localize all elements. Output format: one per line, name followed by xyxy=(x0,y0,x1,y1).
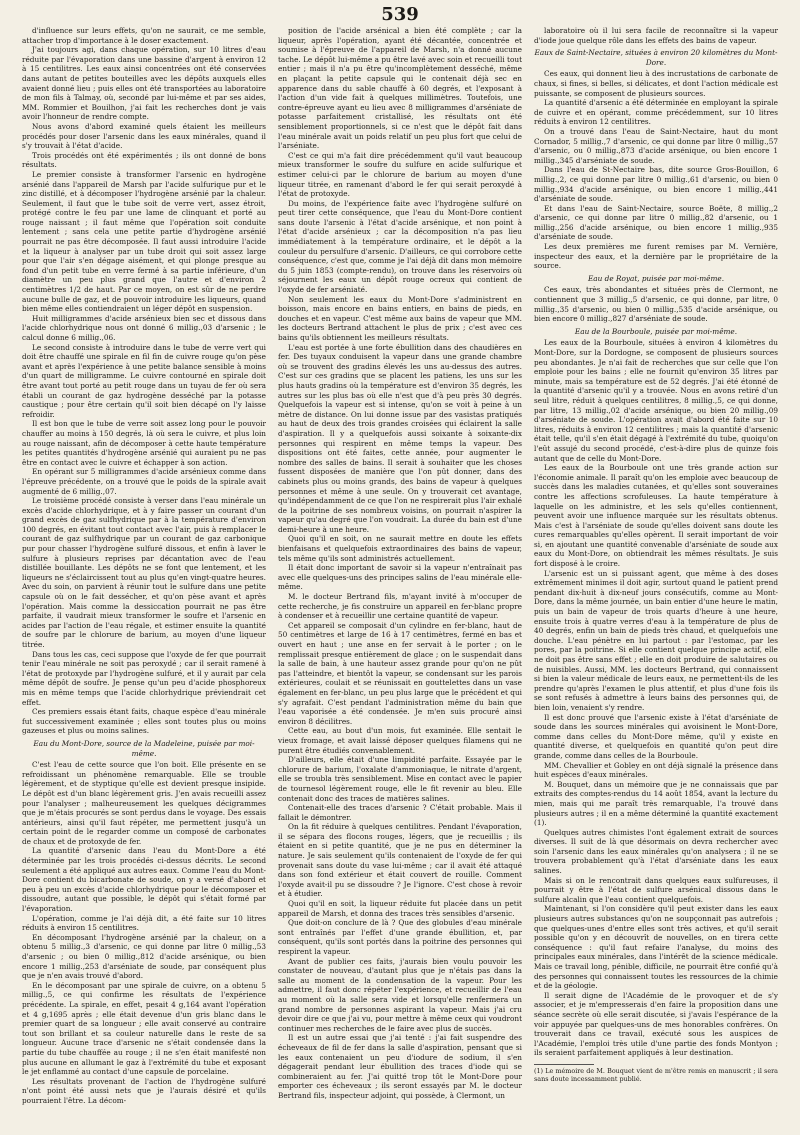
paragraph: M. Bouquet, dans un mémoire que je ne connaissais que par extraits des comptes-rendus du 14 août 1854, avant la lecture du mien, mais qui me paraît très remarquable, l'a trouvé dans plusieurs autres ; il en a même déterminé la quantité exactement (1). xyxy=(534,779,778,828)
section-heading: Eaux de Saint-Nectaire, situées à environ 20 kilomètres du Mont-Dore. xyxy=(534,48,778,67)
paragraph: C'est ce qui m'a fait dire précédemment qu'il vaut beaucoup mieux transformer le soufre du sulfure en acide sulfurique et estimer celui-ci par le chlorure de barium au moyen d'une liqueur titrée, en ramenant d'abord le fer qui serait peroxydé à l'état de protoxyde. xyxy=(278,150,522,199)
paragraph: d'influence sur leurs effets, qu'on ne saurait, ce me semble, attacher trop d'importance à le doser exactement. xyxy=(22,26,266,45)
paragraph: Du moins, de l'expérience faite avec l'hydrogène sulfuré on peut tirer cette conséquence, que l'eau du Mont-Dore contient sans doute l'arsenic à l'état d'acide arsénique, et non point à l'état d'acide arsénieux ; car la décomposition n'a pas lieu immédiatement à la température ordinaire, et le dépôt a la couleur du persulfure d'arsenic. D'ailleurs, ce qui corrobore cette conséquence, c'est que, comme je l'ai déjà dit dans mon mémoire du 5 juin 1853 (compte-rendu), on trouve dans les réservoirs où séjournent les eaux un dépôt rouge ocreux qui contient de l'oxyde de fer arséniaté. xyxy=(278,198,522,295)
paragraph: Les deux premières me furent remises par M. Vernière, inspecteur des eaux, et la dernière par le propriétaire de la source. xyxy=(534,242,778,271)
paragraph: Les résultats provenant de l'action de l'hydrogène sulfuré n'ont point été aussi nets que je l'aurais désiré et qu'ils pourraient l'être. La décom- xyxy=(22,1076,266,1105)
paragraph: Les eaux de la Bourboule, situées à environ 4 kilomètres du Mont-Dore, sur la Dordogne, se composent de plusieurs sources peu abondantes. Je n'ai fait de recherches que sur celle que l'on emploie pour les bains ; elle ne fournit qu'environ 35 litres par minute, mais sa température est de 52 degrés. J'ai été étonné de la quantité d'arsenic qu'il y a trouvée. Nous en avons retiré d'un seul litre, réduit à quelques centilitres, 8 millig.,5, ce qui donne, par litre, 13 millig.,02 d'acide arsénique, ou bien 20 millig.,09 d'arséniate de soude. L'opération avait d'abord été faite sur 10 litres, réduits à environ 12 centilitres ; mais la quantité d'arsenic était telle, qu'il s'en était dégagé à l'extrémité du tube, quoiqu'on l'eût assujé du second procédé, c'est-à-dire plus de quinze fois autant que de celle du Mont-Dore. xyxy=(534,338,778,463)
paragraph: Il serait digne de l'Académie de le provoquer et de s'y associer, et je m'empresserais d'en faire la proposition dans une séance secrète où elle serait discutée, si j'avais l'espérance de la voir appuyée par quelques-uns de mes honorables confrères. On trouverait dans ce travail, exécuté sous les auspices de l'Académie, l'emploi très utile d'une partie des fonds Montyon ; ils seraient parfaitement appliqués à leur destination. xyxy=(534,990,778,1058)
paragraph: Nous avons d'abord examiné quels étaient les meilleurs procédés pour doser l'arsenic dans les eaux minérales, quand il s'y trouvait à l'état d'acide. xyxy=(22,121,266,151)
section-heading: Eau de la Bourboule, puisée par moi-même. xyxy=(574,326,738,336)
paragraph: Mais si on le rencontrait dans quelques eaux sulfureuses, il pourrait y être à l'état de sulfure arsénical dissous dans le sulfure alcalin que l'eau contient quelquefois. xyxy=(534,875,778,904)
paragraph: Non seulement les eaux du Mont-Dore s'administrent en boisson, mais encore en bains entiers, en bains de pieds, en douches et en vapeur. C'est même aux bains de vapeur que MM. les docteurs Bertrand attachent le plus de prix ; c'est avec ces bains qu'ils obtiennent les meilleurs résultats. xyxy=(278,294,522,342)
paragraph: L'eau est portée à une forte ébullition dans des chaudières en fer. Des tuyaux conduisent la vapeur dans une grande chambre où se trouvent des gradins élevés les uns au-dessus des autres. C'est sur ces gradins que se placent les patiens, les uns sur les plus hauts gradins où la température est d'environ 35 degrés, les autres sur les plus bas où elle n'est que d'à peu près 30 degrés. Quelquefois la vapeur est si intense, qu'on se voit à peine à un mètre de distance. On lui donne issue par des vasistas pratiqués au haut de deux des trois grandes croisées qui éclairent la salle d'aspiration. Il y a quelquefois aussi soixante à soixante-dix personnes qui respirent en même temps la vapeur. Des dispositions ont été faites, cette année, pour augmenter le nombre des salles de bains. Il serait à souhaiter que les choses fussent disposées de manière que l'on pût donner, dans des cabinets plus ou moins grands, des bains de vapeur à quelques personnes et même à une seule. On y trouverait cet avantage, qu'indépendamment de ce que l'on ne respirerait plus l'air exhalé de la poitrine de ses nombreux voisins, on pourrait n'aspirer la vapeur qu'au degré que l'on voudrait. La durée du bain est d'une demi-heure à une heure. xyxy=(278,342,522,534)
paragraph: Il est donc prouvé que l'arsenic existe à l'état d'arséniate de soude dans les sources minérales qui avoisinent le Mont-Dore, comme dans celles du Mont-Dore même, qu'il y existe en quantité diverse, et quelquefois en quantité qu'on peut dire grande, comme dans celles de la Bourboule. xyxy=(534,712,778,760)
paragraph: Il est un autre essai que j'ai tenté : j'ai fait suspendre des écheveaux de fil de fer dans la salle d'aspiration, pensant que si les eaux contenaient un peu d'iodure de sodium, il s'en dégagerait pendant leur ébullition des traces d'iode qui se combineraient au fer. J'ai quitté trop tôt le Mont-Dore pour emporter ces écheveaux ; ils seront essayés par M. le docteur Bertrand fils, inspecteur adjoint, qui possède, à Clermont, un xyxy=(278,1033,522,1100)
paragraph: Il était donc important de savoir si la vapeur n'entraînait pas avec elle quelques-uns des principes salins de l'eau minérale elle-même. xyxy=(278,563,522,592)
section-heading: Eau du Mont-Dore, source de la Madeleine, puisée par moi-même. xyxy=(33,738,255,758)
paragraph: Ces eaux, très abondantes et situées près de Clermont, ne contiennent que 3 millig.,5 d'arsenic, ce qui donne, par litre, 0 millig.,35 d'arsenic, ou bien 0 millig.,535 d'acide arsénique, ou bien encore 0 millig.,827 d'arséniate de soude. xyxy=(534,285,778,324)
paragraph: On la fit réduire à quelques centilitres. Pendant l'évaporation, il se sépara des flocons rouges, légers, que je recueillis ; ils étaient en si petite quantité, que je ne pus en déterminer la nature. Je sais seulement qu'ils contenaient de l'oxyde de fer qui provenait sans doute du vase lui-même ; car il avait été attaqué dans son fond extérieur et était couvert de rouille. Comment l'oxyde avait-il pu se dissoudre ? Je l'ignore. C'est chose à revoir et à étudier. xyxy=(278,822,522,899)
paragraph: Avant de publier ces faits, j'aurais bien voulu pouvoir les constater de nouveau, d'autant plus que je n'étais pas dans la salle au moment de la condensation de la vapeur. Pour les admettre, il faut donc répéter l'expérience, et recueillir de l'eau au moment où la salle sera vide et lorsqu'elle renfermera un grand nombre de personnes aspirant la vapeur. Mais j'ai cru devoir dire ce que j'ai vu, pour mettre à même ceux qui voudront continuer mes recherches de le faire avec plus de succès. xyxy=(278,956,522,1033)
paragraph: Le second consiste à introduire dans le tube de verre vert qui doit être chauffé une spirale en fil fin de cuivre rouge qu'on pèse avant et après l'expérience à une petite balance sensible à moins d'un quart de milligramme. Le cuivre contourné en spirale doit être avant tout porté au petit rouge dans un tuyau de fer où sera établi un courant de gaz hydrogène desséché par la potasse caustique ; pour être certain qu'il soit bien décapé on l'y laisse refroidir. xyxy=(22,342,266,419)
column-1 xyxy=(22,26,266,1122)
paragraph: Quelques autres chimistes l'ont également extrait de sources diverses. Il suit de là que désormais on devra rechercher avec soin l'arsenic dans les eaux minérales qu'on analysera ; il ne se trouvera probablement qu'à l'état d'arséniate dans les eaux salines. xyxy=(534,827,778,876)
paragraph: M. le docteur Bertrand fils, m'ayant invité à m'occuper de cette recherche, je fis construire un appareil en fer-blanc propre à condenser et à recueillir une certaine quantité de vapeur. xyxy=(278,592,522,621)
footnote: (1) Le mémoire de M. Bouquet vient de m'être remis en manuscrit ; il sera sans doute incessamment publié. xyxy=(534,1066,778,1083)
paragraph: En le décomposant par une spirale de cuivre, on a obtenu 5 millig.,5, ce qui confirme les résultats de l'expérience précédente. La spirale, en effet, pesait 4 g,164 avant l'opération et 4 g,1695 après ; elle était devenue d'un gris blanc dans le premier quart de sa longueur ; elle avait conservé au contraire tout son brillant et sa couleur naturelle dans le reste de sa longueur. Aucune trace d'arsenic ne s'était condensée dans la partie du tube chauffée au rouge ; il ne s'en était manifesté non plus aucune en allumant le gaz à l'extrémité du tube et exposant le jet enflammé au contact d'une capsule de porcelaine. xyxy=(22,980,266,1077)
paragraph: Quoi qu'il en soit, on ne saurait mettre en doute les effets bienfaisans et quelquefois extraordinaires des bains de vapeur, tels même qu'ils sont administrés actuellement. xyxy=(278,534,522,563)
paragraph: Ces eaux, qui donnent lieu à des incrustations de carbonate de chaux, si fines, si belles, si délicates, et dont l'action médicale est puissante, se composent de plusieurs sources. xyxy=(534,69,778,98)
paragraph: Ces premiers essais étant faits, chaque espèce d'eau minérale fut successivement examinée ; elles sont toutes plus ou moins gazeuses et plus ou moins salines. xyxy=(22,707,266,736)
paragraph: D'ailleurs, elle était d'une limpidité parfaite. Essayée par le chlorure de barium, l'oxalate d'ammoniaque, le nitrate d'argent, elle se troubla très sensiblement. Mise en contact avec le papier de tournesol légèrement rouge, elle le fit revenir au bleu. Elle contenait donc des traces de matières salines. xyxy=(278,755,522,803)
paragraph: Le troisième procédé consiste à verser dans l'eau minérale un excès d'acide chlorhydrique, et à y faire passer un courant d'un grand excès de gaz sulfhydrique par à la température d'environ 100 degrés, en évitant tout contact avec l'air, puis à remplacer le courant de gaz sulfhydrique par un courant de gaz carbonique pur pour chasser l'hydrogène sulfuré dissous, et enfin à laver le sulfure à plusieurs reprises par décantation avec de l'eau distillée bouillante. Les dépôts ne se font que lentement, et les liqueurs ne s'éclaircissent tout au plus qu'en vingt-quatre heures. Avec du soin, on parvient à réunir tout le sulfure dans une petite capsule où on le fait dessécher, et qu'on pèse avant et après l'opération. Mais comme la dessiccation pourrait ne pas être parfaite, il vaudrait mieux transformer le soufre et l'arsenic en acides par l'action de l'eau régale, et estimer ensuite la quantité de soufre par le chlorure de barium, au moyen d'une liqueur titrée. xyxy=(22,496,266,649)
paragraph: Le premier consiste à transformer l'arsenic en hydrogène arsénié dans l'appareil de Marsh par l'acide sulfurique pur et le zinc distillé, et à décomposer l'hydrogène arsénié par la chaleur. Seulement, il faut que le tube soit de verre vert, assez étroit, protégé contre le feu par une lame de clinquant et porté au rouge naissant ; il faut même que l'opération soit conduite lentement ; sans cela une petite partie d'hydrogène arsénié pourrait ne pas être décomposée. Il faut aussi introduire l'acide et la liqueur à analyser par un tube droit qui soit assez large pour que l'air s'en dégage aisément, et qui plonge presque au fond d'un petit tube en verre fermé à sa partie inférieure, d'un diamètre un peu plus grand que l'autre et d'environ 2 centimètres 1/2 de haut. Par ce moyen, on est sûr de ne perdre aucune bulle de gaz, et de pouvoir introduire les liqueurs, quand bien même elles contiendraient un léger dépôt en suspension. xyxy=(22,169,266,314)
paragraph: L'opération, comme je l'ai déjà dit, a été faite sur 10 litres réduits à environ 15 centilitres. xyxy=(22,913,266,933)
paragraph: La quantité d'arsenic a été déterminée en employant la spirale de cuivre et en opérant, comme précédemment, sur 10 litres réduits à environ 12 centilitres. xyxy=(534,98,778,127)
page-number: 539 xyxy=(381,4,419,25)
footnote-rule xyxy=(534,1064,594,1065)
paragraph: Les eaux de la Bourboule ont une très grande action sur l'économie animale. Il paraît qu'on les emploie avec beaucoup de succès dans les maladies cutanées, et qu'elles sont souveraines contre les affections scrofuleuses. La haute température à laquelle on les administre, et les sels qu'elles contiennent, peuvent avoir une influence marquée sur les résultats obtenus. Mais c'est à l'arséniate de soude qu'elles doivent sans doute les cures remarquables qu'elles opèrent. Il serait important de voir si, en ajoutant une quantité convenable d'arséniate de soude aux eaux du Mont-Dore, on obtiendrait les mêmes résultats. Je suis fort disposé à le croire. xyxy=(534,463,778,569)
paragraph: On a trouvé dans l'eau de Saint-Nectaire, haut du mont Cornador, 5 millig.,7 d'arsenic, ce qui donne par litre 0 millig.,57 d'arsenic, ou 0 millig.,873 d'acide arsénique, ou bien encore 1 millig.,345 d'arséniate de soude. xyxy=(534,126,778,165)
paragraph: La quantité d'arsenic dans l'eau du Mont-Dore a été déterminée par les trois procédés ci-dessus décrits. Le second seulement a été appliqué aux autres eaux. Comme l'eau du Mont-Dore contient du bicarbonate de soude, on y a versé d'abord et peu à peu un excès d'acide chlorhydrique pour le décomposer et dissoudre, autant que possible, le dépôt qui s'était formé par l'évaporation. xyxy=(22,846,266,914)
paragraph: Cette eau, au bout d'un mois, fut examinée. Elle sentait le vieux fromage, et avait laissé déposer quelques filamens qui ne purent être étudiés convenablement. xyxy=(278,726,522,755)
section-heading: Eau de Royat, puisée par moi-même. xyxy=(587,273,725,283)
paragraph: Quoi qu'il en soit, la liqueur réduite fut placée dans un petit appareil de Marsh, et donna des traces très sensibles d'arsenic. xyxy=(278,899,522,918)
paragraph: L'arsenic est un si puissant agent, que même à des doses extrêmement minimes il doit agir, surtout quand le patient prend pendant dix-huit à dix-neuf jours consécutifs, comme au Mont-Dore, dans la même journée, un bain entier d'une heure le matin, puis un bain de vapeur de trois quarts d'heure à une heure, ensuite trois à quatre verres d'eau à la température de plus de 40 degrés, enfin un bain de pieds très chaud, et quelquefois une douche. L'eau pénètre en lui partout : par l'estomac, par les pores, par la poitrine. Si elle contient quelque principe actif, elle ne doit pas être sans effet ; elle en doit produire de salutaires ou de nuisibles. Aussi, MM. les docteurs Bertrand, qui connaissent si bien la valeur médicale de leurs eaux, ne permettent-ils de les prendre qu'après l'examen le plus attentif, et plus d'une fois ils se sont refusés à admettre à leurs bains des personnes qui, de bien loin, venaient s'y rendre. xyxy=(534,568,778,712)
paragraph: Maintenant, si l'on considère qu'il peut exister dans les eaux plusieurs autres substances qu'on ne soupçonnait pas autrefois ; que quelques-unes d'entre elles sont très actives, et qu'il serait possible qu'on y en découvrît de nouvelles, on en tirera cette conséquence : qu'il faut refaire l'analyse, du moins des principales eaux minérales, dans l'intérêt de la science médicale. Mais ce travail long, pénible, difficile, ne pourrait être confié qu'à des personnes qui connaissent toutes les ressources de la chimie et de la géologie. xyxy=(534,904,778,991)
column-2 xyxy=(278,26,522,1122)
paragraph: Trois procédés ont été expérimentés ; ils ont donné de bons résultats. xyxy=(22,150,266,170)
paragraph: Il est bon que le tube de verre soit assez long pour le pouvoir chauffer au moins à 150 degrés, là où sera le cuivre, et plus loin au rouge naissant, afin de décomposer à cette haute température les petites quantités d'hydrogène arsénié qui auraient pu ne pas être en contact avec le cuivre et échapper à son action. xyxy=(22,419,266,467)
paragraph: Dans l'eau de St-Nectaire bas, dite source Gros-Bouillon, 6 millig.,2, ce qui donne par litre 0 millig.,61 d'arsenic, ou bien 0 millig.,934 d'acide arsénique, ou bien encore 1 millig.,441 d'arséniate de soude. xyxy=(534,165,778,204)
paragraph: Que doit-on conclure de là ? Que des globules d'eau minérale sont entraînés par l'effet d'une grande ébullition, et, par conséquent, qu'ils sont portés dans la poitrine des personnes qui respirent la vapeur. xyxy=(278,918,522,956)
paragraph: Et dans l'eau de Saint-Nectaire, source Boëte, 8 millig.,2 d'arsenic, ce qui donne par litre 0 millig.,82 d'arsenic, ou 1 millig.,256 d'acide arsénique, ou bien encore 1 millig.,935 d'arséniate de soude. xyxy=(534,203,778,242)
paragraph: C'est l'eau de cette source que l'on boit. Elle présente en se refroidissant un phénomène remarquable. Elle se trouble légèrement, et de styptique qu'elle est devient presque insipide. Le dépôt est d'un blanc légèrement gris. J'en avais recueilli assez pour l'analyser ; malheureusement les quelques décigrammes que je m'étais procurés se sont perdus dans le voyage. Des essais antérieurs, ainsi qu'il faut répéter, me permettent jusqu'à un certain point de le regarder comme un composé de carbonates de chaux et de protoxyde de fer. xyxy=(22,760,266,846)
paragraph: Contenait-elle des traces d'arsenic ? C'était probable. Mais il fallait le démontrer. xyxy=(278,803,522,822)
column-3 xyxy=(534,26,778,1122)
paragraph: laboratoire où il lui sera facile de reconnaître si la vapeur d'iode joue quelque rôle dans les effets des bains de vapeur. xyxy=(534,26,778,45)
paragraph: En opérant sur 5 milligrammes d'acide arsénieux comme dans l'épreuve précédente, on a trouvé que le poids de la spirale avait augmenté de 6 millig.,07. xyxy=(22,467,266,496)
text-columns xyxy=(22,26,778,1122)
paragraph: Cet appareil se composait d'un cylindre en fer-blanc, haut de 50 centimètres et large de 16 à 17 centimètres, fermé en bas et ouvert en haut ; une anse en fer servait à le porter ; on le remplissait presque entièrement de glace ; on le suspendait dans la salle de bain, à une hauteur assez grande pour qu'on ne pût pas l'atteindre, et bientôt la vapeur, se condensant sur les parois extérieures, coulait et se réunissait en gouttelettes dans un vase également en fer-blanc, un peu plus large que le précédent et qui s'y agrafait. C'est pendant l'administration même du bain que l'eau vaporisée a été condensée. Je m'en suis procuré ainsi environ 8 décilitres. xyxy=(278,620,522,726)
paragraph: position de l'acide arsénical a bien été complète ; car la liqueur, après l'opération, ayant été décantée, concentrée et soumise à l'épreuve de l'appareil de Marsh, n'a donné aucune tache. Le dépôt lui-même a pu être lavé avec soin et recueilli tout entier ; mais il n'a pu être qu'incomplètement desséché, même en plaçant la petite capsule qui le contenait déjà sec en apparence dans du sable chauffé à 60 degrés, et l'exposant à l'action d'un vide fait à quelques millimètres. Toutefois, une contre-épreuve ayant eu lieu avec 8 milligrammes d'arséniate de potasse parfaitement cristallisé, les résultats ont été sensiblement proportionnels, si ce n'est que le dépôt fait dans l'eau minérale avait un poids relatif un peu plus fort que celui de l'arséniate. xyxy=(278,26,522,151)
paragraph: MM. Chevallier et Gobley en ont déjà signalé la présence dans huit espèces d'eaux minérales. xyxy=(534,760,778,780)
paragraph: J'ai toujours agi, dans chaque opération, sur 10 litres d'eau réduite par l'évaporation dans une bassine d'argent à environ 12 à 15 centilitres. Les eaux ainsi concentrées ont été conservées dans autant de petites bouteilles avec les dépôts auxquels elles avaient donné lieu ; puis elles ont été transportées au laboratoire de mon fils à Talmay, où, secondé par lui-même et par ses aides, MM. Rommier et Bouilhon, j'ai fait les recherches dont je vais avoir l'honneur de rendre compte. xyxy=(22,45,266,122)
paragraph: Dans tous les cas, ceci suppose que l'oxyde de fer que pourrait tenir l'eau minérale ne soit pas peroxydé ; car il serait ramené à l'état de protoxyde par l'hydrogène sulfuré, et il y aurait par cela même dépôt de soufre. Je pense qu'un peu d'acide phosphoreux mis en même temps que l'acide chlorhydrique préviendrait cet effet. xyxy=(22,649,266,707)
paragraph: En décomposant l'hydrogène arsénié par la chaleur, on a obtenu 5 millig.,3 d'arsenic, ce qui donne par litre 0 millig.,53 d'arsenic ; ou bien 0 millig.,812 d'acide arsénique, ou bien encore 1 millig.,253 d'arséniate de soude, par conséquent plus que je n'en avais trouvé d'abord. xyxy=(22,932,266,981)
paragraph: Huit milligrammes d'acide arsénieux bien sec et dissous dans l'acide chlorhydrique nous ont donné 6 millig.,03 d'arsenic ; le calcul donne 6 millig.,06. xyxy=(22,313,266,342)
